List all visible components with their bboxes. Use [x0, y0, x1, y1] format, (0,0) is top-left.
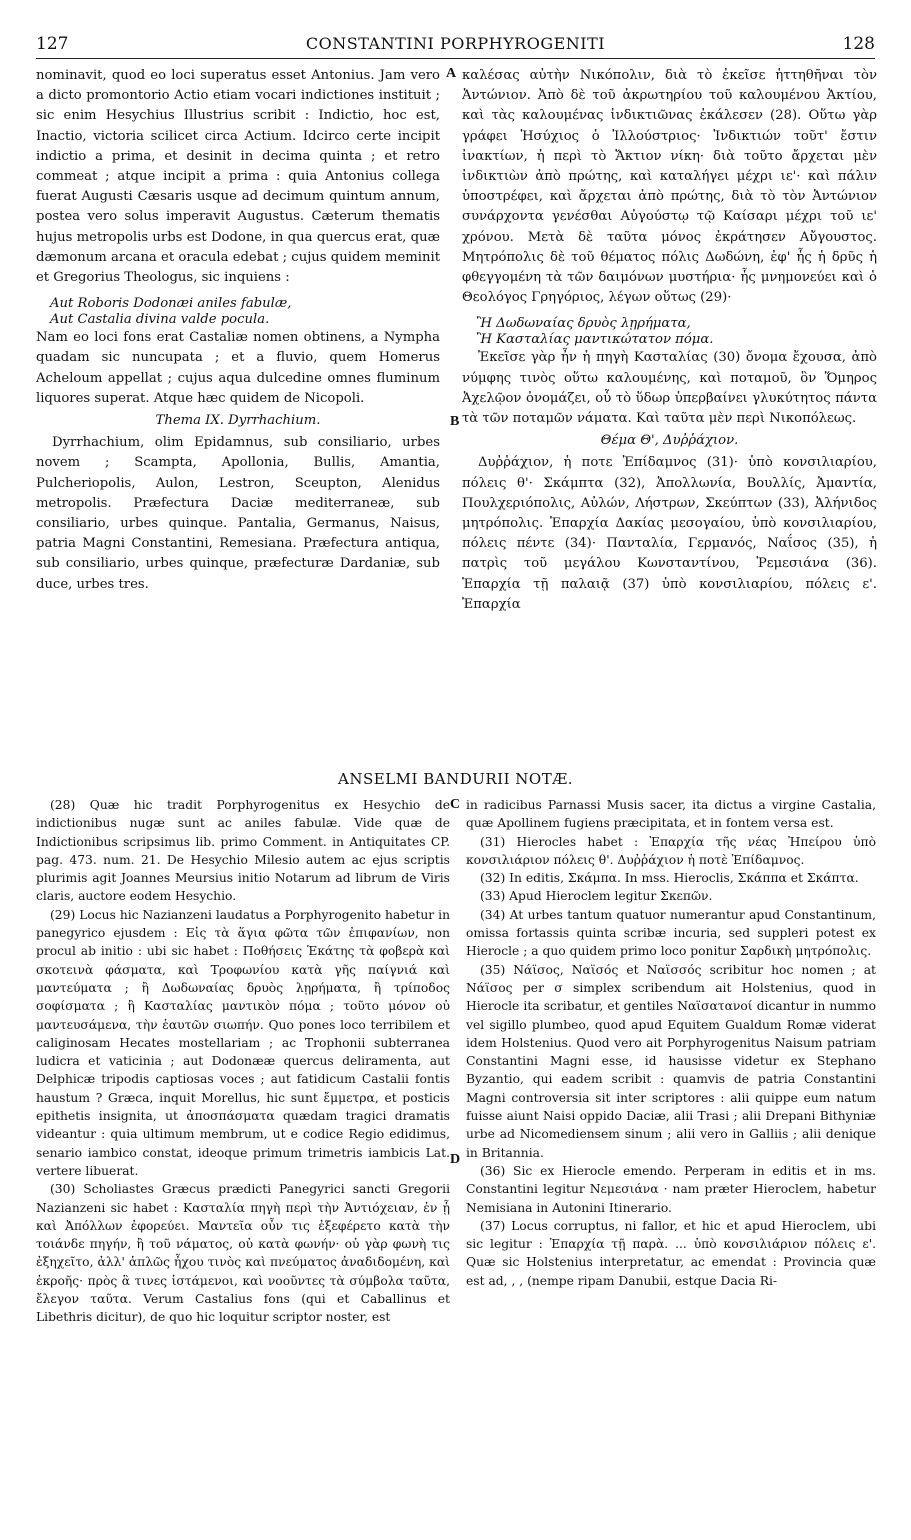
section-marker-a: A — [446, 66, 457, 81]
note-item: (37) Locus corruptus, ni fallor, et hic et apud Hieroclem, ubi sic legitur : Ἐπαρχία τῇ παρὰ. ... ὑπὸ κονσιλιάριον πόλεις ε'. Quæ sic Holstenius interpretatur, ac emendat : Provincia quæ est ad, , , (nempe ripam Danubii, estque Dacia Ri- — [466, 1218, 876, 1288]
greek-paragraph: Ἐκεῖσε γὰρ ἦν ἡ πηγὴ Κασταλίας (30) ὄνομα ἔχουσα, ἀπὸ νύμφης τινὸς οὕτω καλουμένης, καὶ ποταμοῦ, ὃν Ὅμηρος Ἀχελῷον ὀνομάζει, οὗ τὸ ὕδωρ ὑπερβαίνει γλυκύτητος πάντα τὰ τῶν ποταμῶν νάματα. Καὶ ταῦτα μὲν περὶ Νικοπόλεως. — [462, 350, 877, 427]
latin-paragraph: Nam eo loci fons erat Castaliæ nomen obtinens, a Nympha quadam sic nuncupata ; et a fluvio, quem Homerus Acheloum appellat ; cujus aqua dulcedine omnes fluminum liquores superat. Atque hæc quidem de Nicopoli. — [36, 330, 440, 406]
greek-paragraph: καλέσας αὐτὴν Νικόπολιν, διὰ τὸ ἐκεῖσε ἡττηθῆναι τὸν Ἀντώνιον. Ἀπὸ δὲ τοῦ ἀκρωτηρίου τοῦ καλουμένου Ἀκτίου, καὶ τὰς καλουμένας ἰνδικτιῶνας ἐκάλεσεν (28). Οὕτω γὰρ γράφει Ἡσύχιος ὁ Ἰλλούστριος· Ἰνδικτιών τοῦτ' ἔστιν ἰνακτίων, ἡ περὶ τὸ Ἄκτιον νίκη· διὰ τοῦτο ἄρχεται μὲν ἰνδικτιὼν ἀπὸ πρώτης, καὶ καταλήγει μέχρι ιε'· καὶ πάλιν ὑποστρέφει, καὶ ἄρχεται ἀπὸ πρώτης, διὰ τὸ τὸν Ἀντώνιον συνάρχοντα γενέσθαι Αὐγούστῳ τῷ Καίσαρι μέχρι τοῦ ιε' χρόνου. Μετὰ δὲ ταῦτα μόνος ἐκράτησεν Αὔγουστος. Μητρόπολις δὲ τοῦ θέματος πόλις Δωδώνη, ἐφ' ἧς ἡ δρῦς ἡ φθεγγομένη τὰ τῶν δαιμόνων μυστήρια· ἧς μνημονεύει καὶ ὁ Θεολόγος Γρηγόριος, λέγων οὕτως (29)· — [462, 68, 877, 306]
notes-column-left — [36, 796, 450, 1327]
note-item: (34) At urbes tantum quatuor numerantur apud Constantinum, omissa fortassis quinta scribæ incuria, sed suppleri potest ex Hierocle ; a quo quidem primo loco ponitur Σαρδικὴ μητρόπολις. — [466, 907, 876, 959]
section-marker-b: B — [450, 414, 460, 429]
greek-thema-heading: Θέμα Θ', Δυῤῥάχιον. — [600, 433, 739, 449]
running-title: CONSTANTINI PORPHYROGENITI — [305, 34, 606, 53]
latin-verse-line: Aut Roboris Dodonæi aniles fabulæ, — [50, 296, 292, 312]
section-marker-d: D — [450, 1152, 461, 1167]
note-item: (33) Apud Hieroclem legitur Σκεπῶν. — [480, 889, 713, 904]
greek-verse — [462, 316, 877, 348]
latin-paragraph: Dyrrhachium, olim Epidamnus, sub consiliario, urbes novem ; Scampta, Apollonia, Bullis, Amantia, Pulcheriopolis, Aulon, Lestron, Sceupton, Alenidus metropolis. Præfectura Daciæ mediterraneæ, sub consiliario, urbes quinque. Pantalia, Germanus, Naisus, patria Magni Constantini, Remesiana. Præfectura antiqua, sub consiliario, urbes quinque, præfecturæ Dardaniæ, sub duce, urbes tres. — [36, 435, 440, 592]
latin-paragraph: nominavit, quod eo loci superatus esset Antonius. Jam vero a dicto promontorio Actio etiam vocari indictiones instituit ; sic enim Hesychius Illustrius scribit : Indictio, hoc est, Inactio, victoria scilicet circa Actium. Idcirco certe incipit indictio a prima, et desinit in decima quinta ; et retro commeat ; atque incipit a prima : quia Antonius collega fuerat Augusti Cæsaris usque ad decimum quintum annum, postea vero solus imperavit Augustus. Cæterum thematis hujus metropolis urbs est Dodone, in qua quercus erat, quæ dæmonum arcana et oracula edebat ; cujus quidem meminit et Gregorius Theologus, sic inquiens : — [36, 68, 440, 286]
note-item: (28) Quæ hic tradit Porphyrogenitus ex Hesychio de indictionibus nugæ sunt ac aniles fabulæ. Vide quæ de Indictionibus scripsimus lib. primo Comment. in Antiquitates CP. pag. 473. num. 21. De Hesychio Milesio autem ac ejus scriptis plurimis agit Joannes Meursius initio Notarum ad librum de Viris claris, auctore eodem Hesychio. — [36, 798, 450, 904]
note-item: (35) Νάϊσος, Ναϊσός et Ναϊσσός scribitur hoc nomen ; at Νάϊσος per σ simplex scribendum ait Holstenius, quod in Hierocle ita scribatur, et gentiles Ναϊσατανοί dicantur in nummo vel sigillo plumbeo, quod apud Equitem Gualdum Romæ viderat idem Holstenius. Quod vero ait Porphyrogenitus Naisum patriam Constantini Magni esse, id hausisse videtur ex Stephano Byzantio, qui eadem scribit : quamvis de patria Constantini Magni controversia sit inter scriptores : alii quippe eum natum fuisse aiunt Naisi oppido Daciæ, alii Trasi ; alii Drepani Bithyniæ urbe ad Nicomediensem sinum ; alii vero in Galliis ; alii denique in Britannia. — [466, 962, 876, 1160]
note-item: in radicibus Parnassi Musis sacer, ita dictus a virgine Castalia, quæ Apollinem fugiens præcipitata, et in fontem versa est. — [466, 798, 876, 831]
latin-thema-heading: Thema IX. Dyrrhachium. — [155, 413, 321, 429]
greek-text-column — [462, 66, 877, 615]
note-item: (36) Sic ex Hierocle emendo. Perperam in editis et in ms. Constantini legitur Νεμεσιάνα · nam præter Hieroclem, habetur Nemisiana in Autonini Itinerario. — [466, 1163, 876, 1215]
page-number-left: 127 — [36, 34, 69, 54]
greek-verse-line: Ἢ Κασταλίας μαντικώτατον πόμα. — [476, 332, 714, 348]
page-number-right: 128 — [842, 34, 875, 54]
section-marker-c: C — [450, 797, 461, 812]
latin-verse — [36, 296, 440, 328]
running-header — [36, 34, 875, 59]
note-item: (29) Locus hic Nazianzeni laudatus a Porphyrogenito habetur in panegyrico ejusdem : Εἰς τὰ ἅγια φῶτα τῶν ἐπιφανίων, non procul ab initio : ubi sic habet : Ποθήσεις Ἑκάτης τὰ φοβερὰ καὶ σκοτεινὰ φάσματα, καὶ Τροφωνίου κατὰ γῆς παίγνιά καὶ μαντεύματα ; ἢ Δωδωναίας δρυὸς λῃρήματα, ἢ τρίποδος σοφίσματα ; ἢ Κασταλίας μαντικὸν πόμα ; τοῦτο μόνον οὐ μαντευσάμενα, τὴν ἑαυτῶν σιωπήν. Quo pones loco terribilem et caliginosam Hecates mostellariam ; ac Trophonii subterranea ludicra et vaticinia ; aut Dodonææ quercus deliramenta, aut Delphicæ tripodis captiosas voces ; aut fatidicum Castalii fontis haustum ? Græca, inquit Morellus, hic sunt ἔμμετρα, et posticis epithetis insignita, ut ἀποσπάσματα quædam tragici dramatis videantur : quia ultimum membrum, ut e codice Regio edidimus, senario iambico constat, ideoque primum trimetris iambicis Lat. vertere libuerat. — [36, 907, 450, 1178]
latin-text-column — [36, 66, 440, 595]
notes-heading: ANSELMI BANDURII NOTÆ. — [338, 770, 573, 788]
greek-paragraph: Δυῤῥάχιον, ἡ ποτε Ἐπίδαμνος (31)· ὑπὸ κονσιλιαρίου, πόλεις θ'· Σκάμπτα (32), Ἀπολλωνία, Βουλλίς, Ἀμαντία, Πουλχεριόπολις, Αὐλών, Λήστρων, Σκεύπτων (33), Ἀλήνιδος μητρόπολις. Ἐπαρχία Δακίας μεσογαίου, ὑπὸ κονσιλιαρίου, πόλεις πέντε (34)· Πανταλία, Γερμανός, Ναΐσος (35), ἡ πατρὶς τοῦ μεγάλου Κωνσταντίνου, Ῥεμεσιάνα (36). Ἐπαρχία τῇ παλαιᾷ (37) ὑπὸ κονσιλιαρίου, πόλεις ε'. Ἐπαρχία — [462, 455, 877, 612]
greek-verse-line: Ἢ Δωδωναίας δρυὸς λῃρήματα, — [476, 316, 691, 332]
note-item: (30) Scholiastes Græcus prædicti Panegyrici sancti Gregorii Nazianzeni sic habet : Κασταλία πηγὴ περὶ τὴν Ἀντιόχειαν, ἐν ᾗ καὶ Ἀπόλλων ἐφορεύει. Μαντεῖα οὖν τις ἐξεφέρετο κατὰ τὴν τοιάνδε πηγήν, ἢ τοῦ νάματος, οὐ κατὰ φωνήν· οὐ γὰρ φωνὴ τις ἐξηχεῖτο, ἀλλ' ἁπλῶς ἦχου τινὸς καὶ πνεύματος ἀναδιδομένη, καὶ ἐκροῆς· πρὸς ἃ τινες ἱστάμενοι, καὶ νοοῦντες τὰ σύμβολα ταῦτα, ἔλεγον ταῦτα. Verum Castalius fons (qui et Caballinus et Libethris dicitur), de quo hic loquitur scriptor noster, est — [36, 1182, 450, 1325]
note-item: (32) In editis, Σκάμπα. In mss. Hieroclis, Σκάππα et Σκάπτα. — [480, 871, 859, 886]
latin-verse-line: Aut Castalia divina valde pocula. — [50, 312, 270, 328]
note-item: (31) Hierocles habet : Ἐπαρχία τῆς νέας Ἠπείρου ὑπὸ κονσιλιάριον πόλεις θ'. Δυῤῥάχιον ἡ ποτὲ Ἐπίδαμνος. — [466, 834, 876, 867]
notes-column-right — [466, 796, 876, 1290]
